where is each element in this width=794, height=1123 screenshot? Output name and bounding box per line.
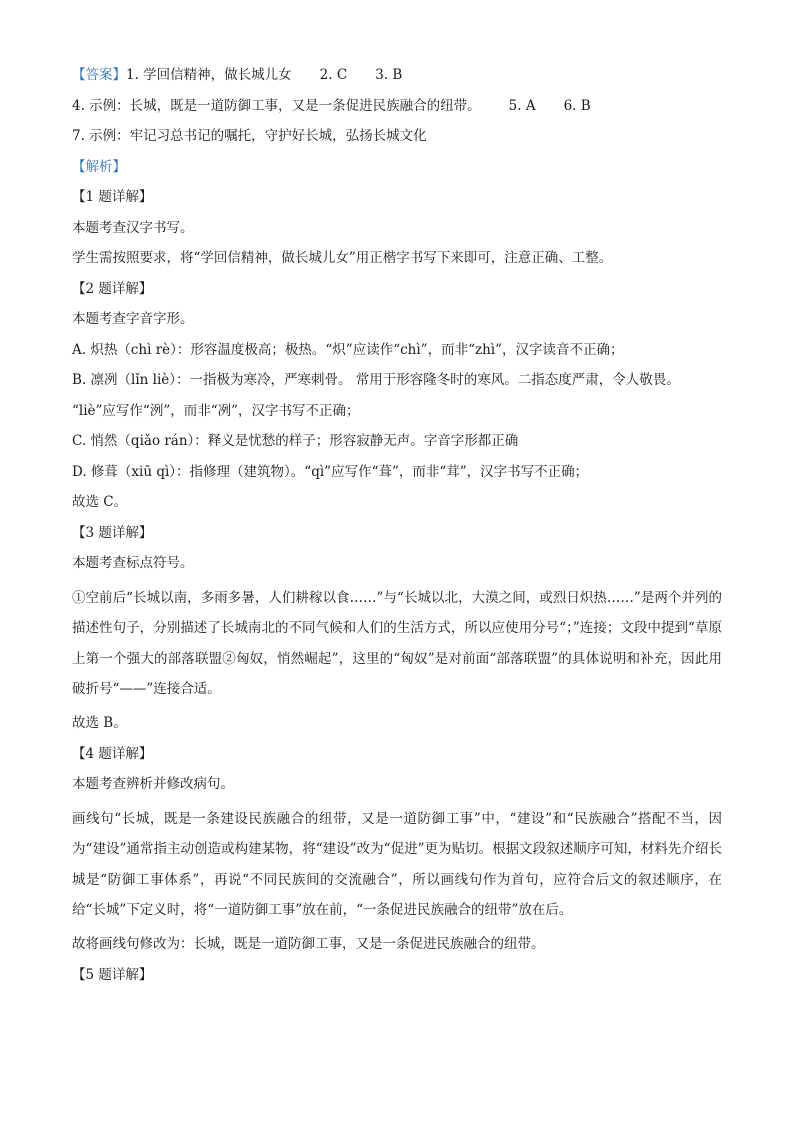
- q4-conclusion: 故将画线句修改为：长城，既是一道防御工事，又是一条促进民族融合的纽带。: [72, 936, 545, 952]
- q4-body: 画线句“长城，既是一条建设民族融合的纽带，又是一道防御工事”中，“建设”和“民族融合”搭配不当，因为“建设”通常指主动创造或构建某物，将“建设”改为“促进”更为贴切。根据文段叙述顺序可知，材料先介绍长城是“防御工事体系”，再说“不同民族间的交流融合”，所以画线句作为首句，应符合后文的叙述顺序，在给“长城”下定义时，将“一道防御工事”放在前，“一条促进民族融合的纽带”放在后。: [72, 810, 722, 918]
- q2-option-b-line1: B. 凛冽（lǐn liè）：一指极为寒冷，严寒刺骨。 常用于形容隆冬时的寒风。二指态度严肃，令人敬畏。: [72, 372, 680, 388]
- answer-label: 【答案】: [72, 67, 126, 83]
- q1-body: 学生需按照要求，将“学回信精神，做长城儿女”用正楷字书写下来即可，注意正确、工整。: [72, 250, 613, 266]
- q2-heading: 【2 题详解】: [72, 280, 153, 297]
- answer-5: 5. A: [508, 97, 536, 114]
- q1-heading: 【1 题详解】: [72, 189, 153, 205]
- q3-intro: 本题考查标点符号。: [72, 555, 194, 571]
- answer-line-3: [72, 125, 722, 148]
- q2-intro: 本题考查字音字形。: [72, 311, 194, 327]
- answer-3: 3. B: [375, 67, 403, 83]
- answer-line-1: [72, 64, 722, 87]
- q4-heading: 【4 题详解】: [72, 745, 153, 762]
- answer-4: 4. 示例：长城，既是一道防御工事，又是一条促进民族融合的纽带。: [72, 97, 481, 114]
- q2-option-a: A. 炽热（chì rè）：形容温度极高；极热。“炽”应读作“chì”，而非“zhì”，汉字读音不正确；: [72, 341, 624, 358]
- q3-body: ①空前后“长城以南，多雨多暑，人们耕稼以食……”与“长城以北，大漠之间，或烈日炽热……”是两个并列的描述性句子，分别描述了长城南北的不同气候和人们的生活方式，所以应使用分号“；”连接；文段中提到“草原上第一个强大的部落联盟②匈奴，悄然崛起”，这里的“匈奴”是对前面“部落联盟”的具体说明和补充，因此用破折号“——”连接合适。: [72, 589, 722, 697]
- q2-conclusion: 故选 C。: [72, 494, 128, 510]
- answer-2: 2. C: [319, 67, 348, 83]
- q2-option-d: D. 修葺（xiū qì）：指修理（建筑物）。“qì”应写作“葺”，而非“茸”，汉字书写不正确；: [72, 463, 589, 480]
- q4-intro: 本题考查辨析并修改病句。: [72, 776, 234, 792]
- q3-heading: 【3 题详解】: [72, 524, 153, 541]
- answer-7: 7. 示例：牢记习总书记的嘱托，守护好长城，弘扬长城文化: [72, 128, 427, 144]
- analysis-label: 【解析】: [72, 158, 126, 175]
- document-page: [72, 64, 722, 994]
- answer-line-2: [72, 95, 722, 118]
- q2-option-b-line2: “liè”应写作“洌”，而非“冽”，汉字书写不正确；: [72, 402, 360, 419]
- q3-conclusion: 故选 B。: [72, 715, 127, 731]
- q1-intro: 本题考查汉字书写。: [72, 219, 194, 236]
- answer-6: 6. B: [563, 97, 591, 114]
- q5-heading: 【5 题详解】: [72, 966, 153, 983]
- answer-1: 1. 学回信精神，做长城儿女: [126, 67, 292, 83]
- q2-option-c: C. 悄然（qiǎo rán）：释义是忧愁的样子；形容寂静无声。字音字形都正确: [72, 433, 519, 449]
